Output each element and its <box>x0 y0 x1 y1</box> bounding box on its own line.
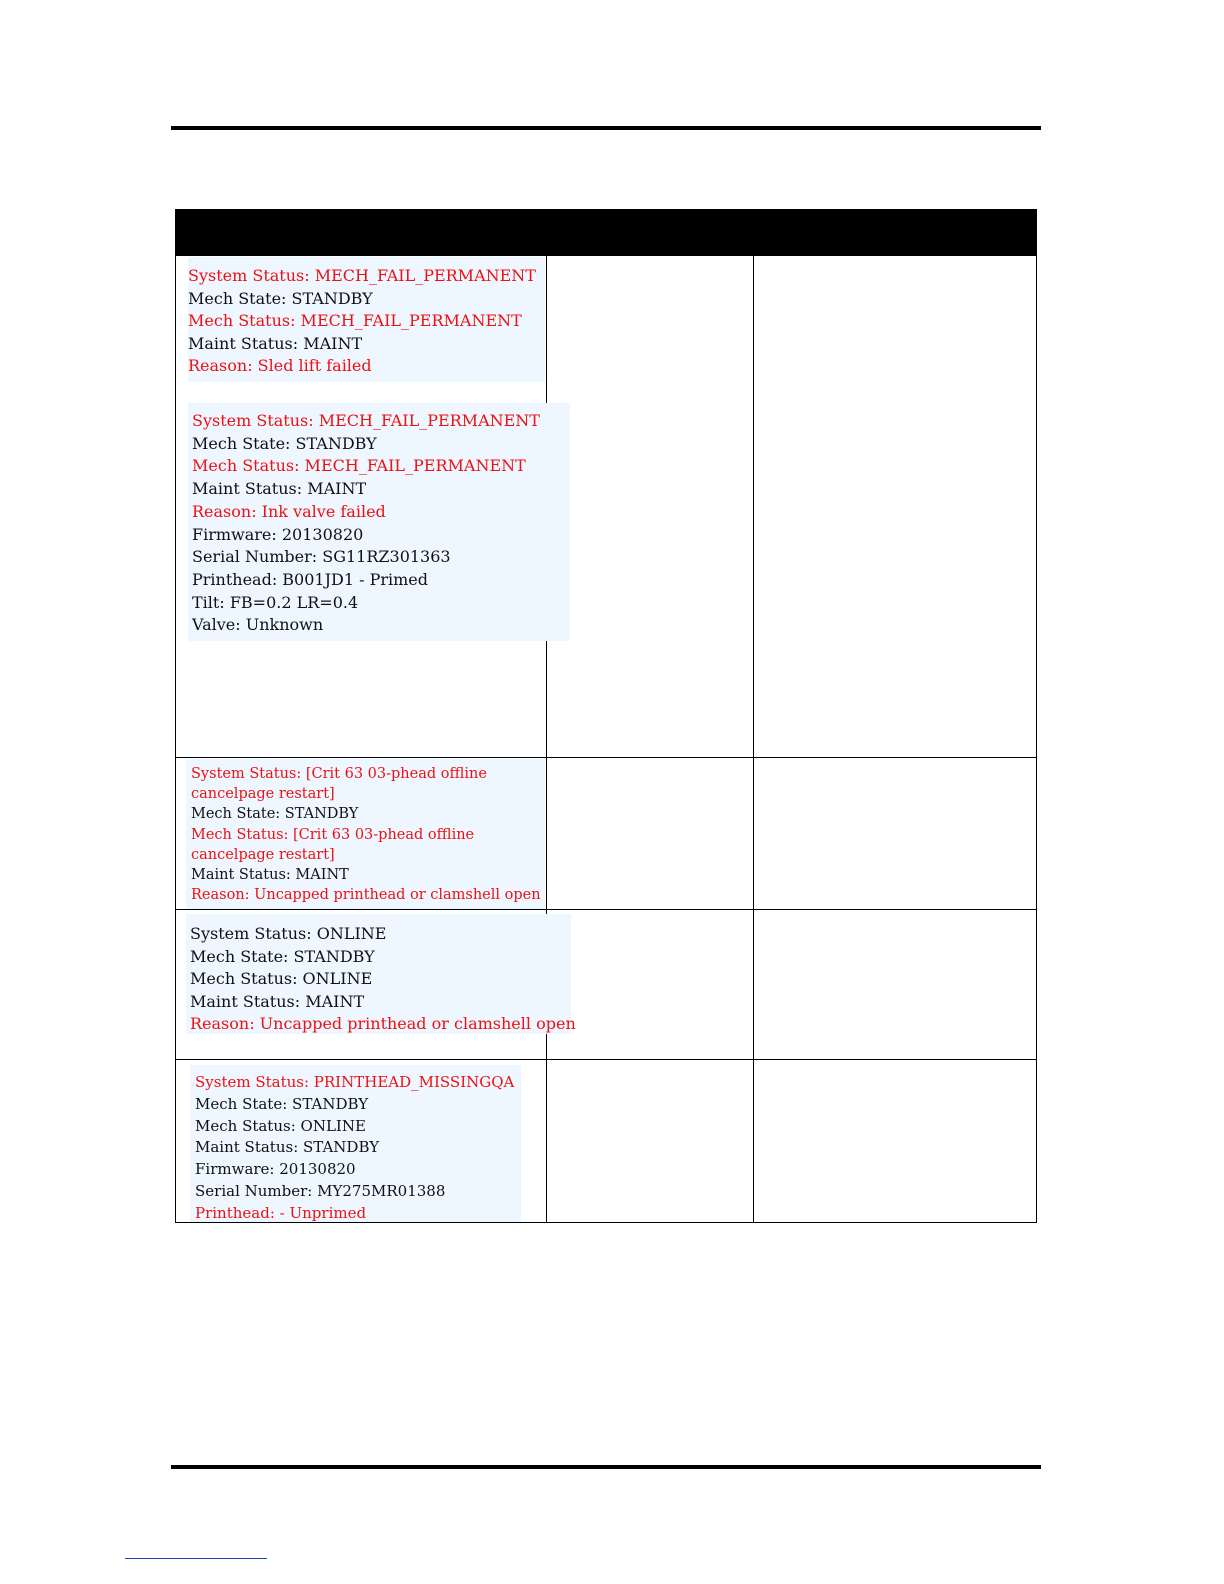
table-header-row <box>176 210 1036 256</box>
status-line: Mech Status: ONLINE <box>195 1116 366 1135</box>
status-line: System Status: ONLINE <box>190 924 387 943</box>
status-screenshot-missing-qa <box>190 1065 521 1222</box>
status-line: Maint Status: MAINT <box>188 333 363 353</box>
footer-rule <box>171 1465 1041 1469</box>
status-line: Valve: Unknown <box>192 615 324 635</box>
status-screenshot-online-uncapped <box>186 914 576 1034</box>
footer-link-underline[interactable] <box>125 1558 267 1559</box>
status-line: System Status: [Crit 63 03-phead offline cancelpage restart] <box>191 766 487 803</box>
status-line: System Status: PRINTHEAD_MISSINGQA <box>195 1073 515 1091</box>
status-line: Mech State: STANDBY <box>192 433 377 453</box>
status-table <box>175 209 1037 1223</box>
status-line: System Status: MECH_FAIL_PERMANENT <box>188 266 536 285</box>
status-line: Mech Status: MECH_FAIL_PERMANENT <box>188 311 522 330</box>
status-line: Mech Status: ONLINE <box>190 969 373 989</box>
status-line: Firmware: 20130820 <box>195 1160 356 1179</box>
status-line: Mech State: STANDBY <box>188 288 373 308</box>
status-line: Mech State: STANDBY <box>191 806 359 823</box>
row-divider-1 <box>176 757 1036 758</box>
status-line: Mech State: STANDBY <box>195 1094 369 1113</box>
status-line: Maint Status: STANDBY <box>195 1138 380 1157</box>
status-line: System Status: MECH_FAIL_PERMANENT <box>192 411 540 430</box>
column-divider-2 <box>753 210 754 1222</box>
status-line: Maint Status: MAINT <box>191 867 349 884</box>
status-screenshot-sled-lift <box>188 257 545 382</box>
status-line: Mech Status: [Crit 63 03-phead offline cancelpage restart] <box>191 826 475 863</box>
status-line: Serial Number: MY275MR01388 <box>195 1181 446 1200</box>
status-line: Reason: Uncapped printhead or clamshell open <box>190 1014 576 1034</box>
row-divider-3 <box>176 1059 1036 1060</box>
status-line: Mech Status: MECH_FAIL_PERMANENT <box>192 456 526 476</box>
status-line: Reason: Uncapped printhead or clamshell open <box>191 887 541 904</box>
status-line: Maint Status: MAINT <box>190 991 365 1011</box>
row-divider-2 <box>176 909 1036 910</box>
status-line: Printhead: B001JD1 - Primed <box>192 569 429 589</box>
status-line: Reason: Sled lift failed <box>188 356 372 375</box>
column-divider-1 <box>546 210 547 1222</box>
status-line: Firmware: 20130820 <box>192 524 364 544</box>
header-rule <box>171 126 1041 130</box>
status-line: Tilt: FB=0.2 LR=0.4 <box>192 592 359 612</box>
status-screenshot-phead-offline <box>186 759 545 909</box>
status-line: Serial Number: SG11RZ301363 <box>192 547 451 567</box>
status-line: Mech State: STANDBY <box>190 946 375 966</box>
status-line: Reason: Ink valve failed <box>192 501 386 521</box>
status-line: Printhead: - Unprimed <box>195 1203 367 1222</box>
status-line: Maint Status: MAINT <box>192 479 367 499</box>
status-screenshot-ink-valve <box>188 403 570 641</box>
